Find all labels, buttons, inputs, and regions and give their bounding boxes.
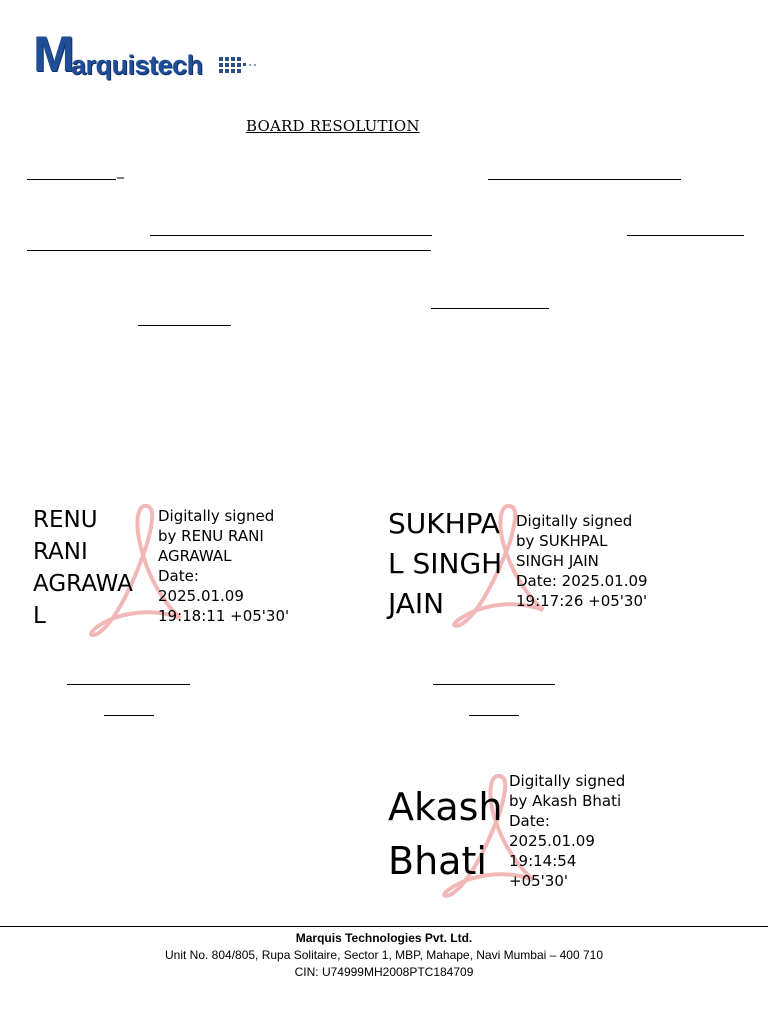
signature-details: Digitally signed by Akash Bhati Date: 2025.01.09 19:14:54 +05'30' [509,772,626,890]
blank-line [431,308,549,309]
digital-signature [33,500,293,640]
footer-divider [0,926,768,927]
footer [0,930,768,981]
footer-address: Unit No. 804/805, Rupa Solitaire, Sector 1, MBP, Mahape, Navi Mumbai – 400 710 [164,948,604,962]
blank-line [469,715,519,716]
signer-name: RENU RANI AGRAWA L [33,507,133,629]
blank-dash: _ [117,163,124,179]
document-title: BOARD RESOLUTION [246,117,420,135]
blank-line [27,179,116,180]
logo-initial: M [33,26,72,82]
blank-line [488,179,681,180]
digital-signature [388,500,658,630]
logo-wordmark: arquistech [71,50,203,80]
blank-line [138,325,231,326]
signature-details: Digitally signed by RENU RANI AGRAWAL Date: 2025.01.09 19:18:11 +05'30' [158,507,290,625]
blank-line [433,684,555,685]
footer-company: Marquis Technologies Pvt. Ltd. [295,931,473,945]
blank-line [27,250,431,251]
company-logo [33,26,263,82]
blank-line [104,715,154,716]
signer-name: SUKHPA L SINGH JAIN [388,507,503,620]
signature-details: Digitally signed by SUKHPAL SINGH JAIN Date: 2025.01.09 19:17:26 +05'30' [516,512,648,610]
signer-name: Akash Bhati [388,785,503,883]
blank-line [627,235,744,236]
digital-signature [388,770,648,900]
blank-line [67,684,190,685]
logo-dots-icon [219,57,263,79]
footer-cin: CIN: U74999MH2008PTC184709 [294,965,474,979]
blank-line [150,235,432,236]
